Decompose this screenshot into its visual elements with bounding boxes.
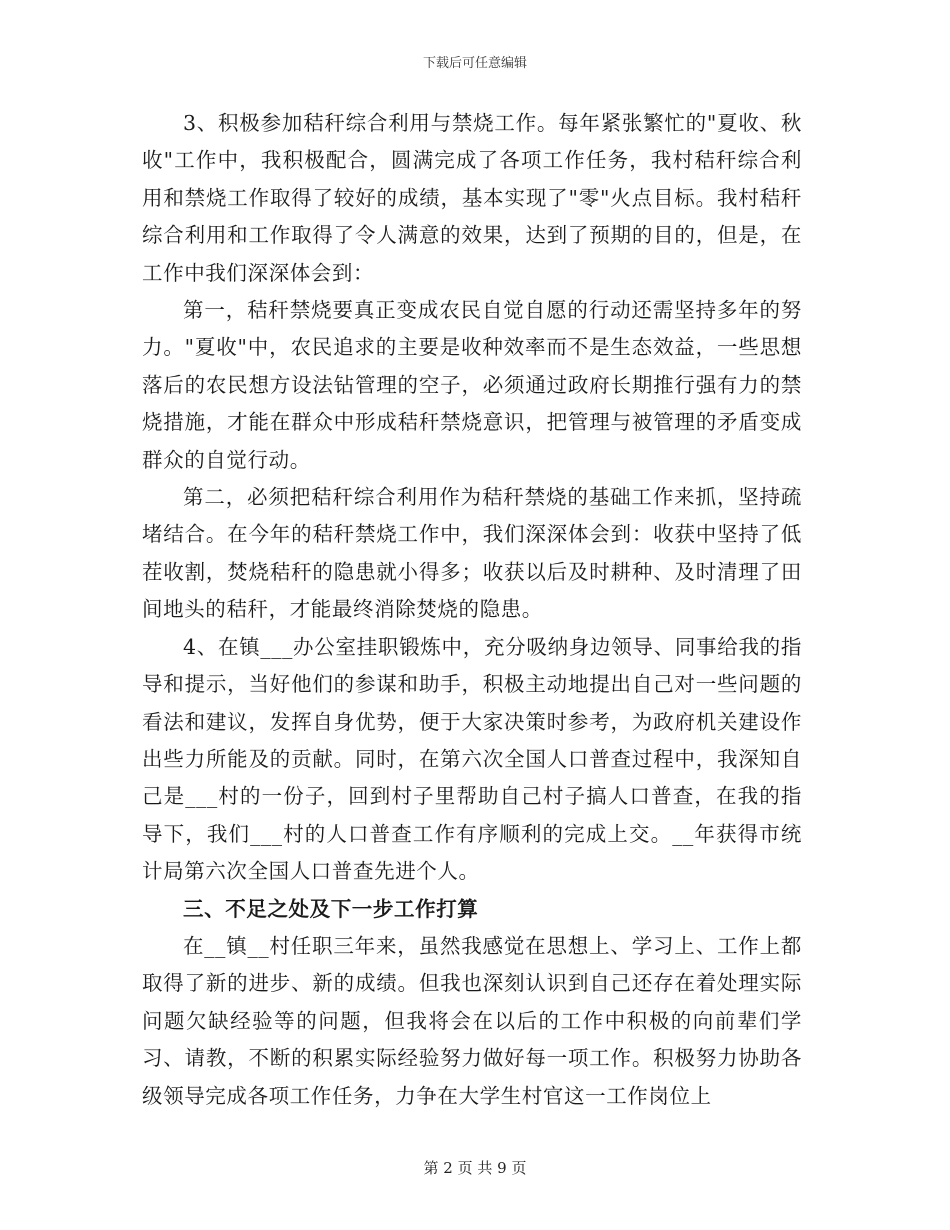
paragraph-town-office: 4、在镇___办公室挂职锻炼中，充分吸纳身边领导、同事给我的指导和提示，当好他们的参谋和助手，积极主动地提出自己对一些问题的看法和建议，发挥自身优势，便于大家决策时参考，为政府机关建设作出些力所能及的贡献。同时，在第六次全国人口普查过程中，我深知自己是___村的一份子，回到村子里帮助自己村子搞人口普查，在我的指导下，我们___村的人口普查工作有序顺利的完成上交。__年获得市统计局第六次全国人口普查先进个人。 <box>142 634 802 884</box>
document-body <box>142 105 802 1115</box>
page-number-footer: 第 2 页 共 9 页 <box>423 1159 527 1177</box>
section-heading-shortcomings: 三、不足之处及下一步工作打算 <box>183 896 479 921</box>
paragraph-straw-burning: 3、积极参加秸秆综合利用与禁烧工作。每年紧张繁忙的"夏收、秋收"工作中，我积极配合，圆满完成了各项工作任务，我村秸秆综合利用和禁烧工作取得了较好的成绩，基本实现了"零"火点目标。我村秸秆综合利用和工作取得了令人满意的效果，达到了预期的目的，但是，在工作中我们深深体会到： <box>142 111 802 285</box>
paragraph-first-point: 第一，秸秆禁烧要真正变成农民自觉自愿的行动还需坚持多年的努力。"夏收"中，农民追求的主要是收种效率而不是生态效益，一些思想落后的农民想方设法钻管理的空子，必须通过政府长期推行强有力的禁烧措施，才能在群众中形成秸秆禁烧意识，把管理与被管理的矛盾变成群众的自觉行动。 <box>142 298 802 472</box>
paragraph-second-point: 第二，必须把秸秆综合利用作为秸秆禁烧的基础工作来抓，坚持疏堵结合。在今年的秸秆禁烧工作中，我们深深体会到：收获中坚持了低茬收割，焚烧秸秆的隐患就小得多；收获以后及时耕种、及时清理了田间地头的秸秆，才能最终消除焚烧的隐患。 <box>142 485 802 622</box>
page-header: 下载后可任意编辑 <box>422 56 527 71</box>
paragraph-shortcomings: 在__镇__村任职三年来，虽然我感觉在思想上、学习上、工作上都取得了新的进步、新的成绩。但我也深刻认识到自己还存在着处理实际问题欠缺经验等的问题，但我将会在以后的工作中积极的向前辈们学习、请教，不断的积累实际经验努力做好每一项工作。积极努力协助各级领导完成各项工作任务，力争在大学生村官这一工作岗位上 <box>142 933 802 1108</box>
